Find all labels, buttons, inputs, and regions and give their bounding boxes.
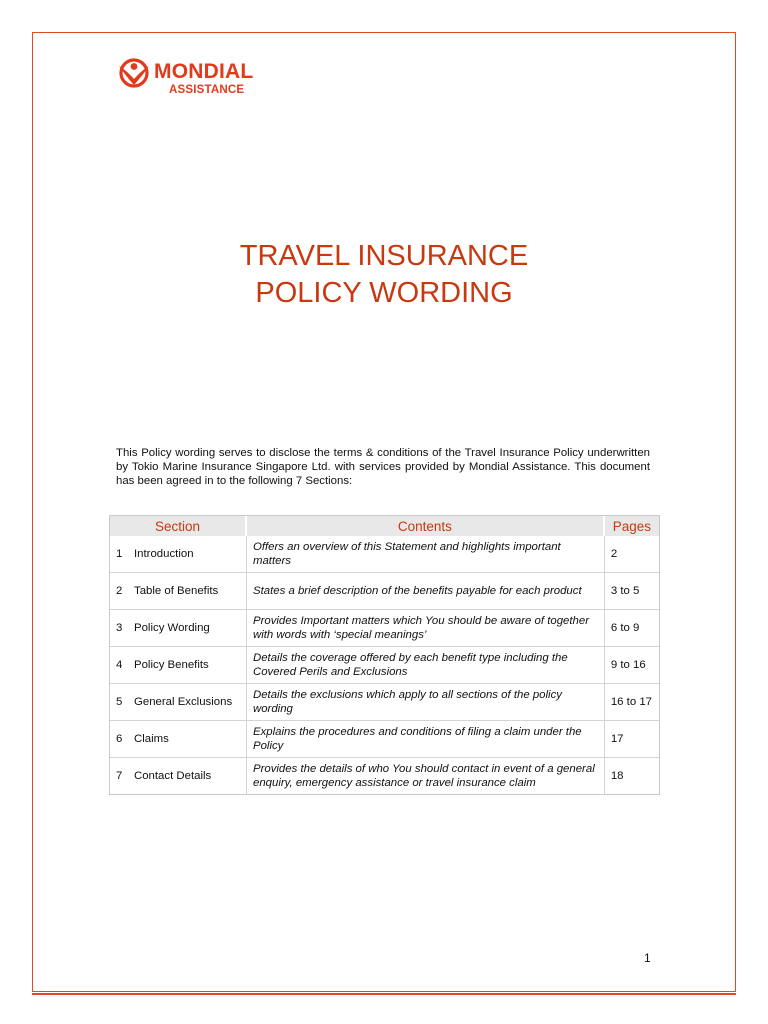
table-row	[110, 536, 659, 572]
section-cell	[110, 536, 247, 572]
section-number: 3	[116, 622, 123, 634]
section-name: Policy Benefits	[134, 659, 209, 671]
pages-cell: 16 to 17	[605, 683, 659, 720]
header-pages: Pages	[605, 516, 659, 536]
section-cell	[110, 572, 247, 609]
section-cell	[110, 646, 247, 683]
logo-subtitle: ASSISTANCE	[169, 84, 245, 96]
header-section: Section	[110, 516, 247, 536]
contents-cell: Offers an overview of this Statement and highlights important matters	[247, 536, 605, 572]
contents-cell: Details the exclusions which apply to all sections of the policy wording	[247, 683, 605, 720]
section-name: Contact Details	[134, 770, 212, 782]
table-row	[110, 757, 659, 794]
table-row	[110, 609, 659, 646]
table-header-row	[110, 516, 659, 536]
intro-paragraph: This Policy wording serves to disclose the terms & conditions of the Travel Insurance Policy underwritten by Tokio Marine Insurance Singapore Ltd. with services provided by Mondial Assistance. This document has been agreed in to the following 7 Sections:	[116, 447, 650, 487]
section-name: Table of Benefits	[134, 585, 219, 597]
contents-cell: States a brief description of the benefits payable for each product	[247, 572, 605, 609]
footer-rule	[32, 993, 736, 995]
section-number: 5	[116, 696, 123, 708]
section-number: 7	[116, 770, 123, 782]
section-name: Introduction	[134, 548, 194, 560]
header-contents: Contents	[247, 516, 605, 536]
section-number: 4	[116, 659, 123, 671]
section-number: 2	[116, 585, 123, 597]
pages-cell: 17	[605, 720, 659, 757]
document-title	[0, 238, 768, 312]
table-row	[110, 720, 659, 757]
section-name: General Exclusions	[134, 696, 233, 708]
section-number: 6	[116, 733, 123, 745]
contents-cell: Provides the details of who You should contact in event of a general enquiry, emergency assistance or travel insurance claim	[247, 757, 605, 794]
logo-name: MONDIAL	[154, 60, 254, 83]
sections-table	[109, 515, 660, 795]
page-number: 1	[644, 951, 651, 965]
section-cell	[110, 609, 247, 646]
pages-cell: 6 to 9	[605, 609, 659, 646]
section-number: 1	[116, 548, 123, 560]
contents-cell: Provides Important matters which You should be aware of together with words with ‘special meanings’	[247, 609, 605, 646]
table-row	[110, 646, 659, 683]
title-line-2: POLICY WORDING	[255, 277, 513, 309]
pages-cell: 18	[605, 757, 659, 794]
title-line-1: TRAVEL INSURANCE	[239, 240, 529, 272]
pages-cell: 9 to 16	[605, 646, 659, 683]
table-row	[110, 572, 659, 609]
table-row	[110, 683, 659, 720]
section-cell	[110, 683, 247, 720]
contents-cell: Details the coverage offered by each benefit type including the Covered Perils and Exclusions	[247, 646, 605, 683]
section-cell	[110, 757, 247, 794]
pages-cell: 2	[610, 548, 618, 560]
mondial-emblem-icon	[116, 55, 152, 91]
section-name: Claims	[134, 733, 169, 745]
section-name: Policy Wording	[134, 622, 210, 634]
contents-cell: Explains the procedures and conditions of filing a claim under the Policy	[247, 720, 605, 757]
pages-cell: 3 to 5	[605, 572, 659, 609]
section-cell	[110, 720, 247, 757]
mondial-logo	[116, 55, 253, 97]
page-border	[32, 32, 736, 992]
